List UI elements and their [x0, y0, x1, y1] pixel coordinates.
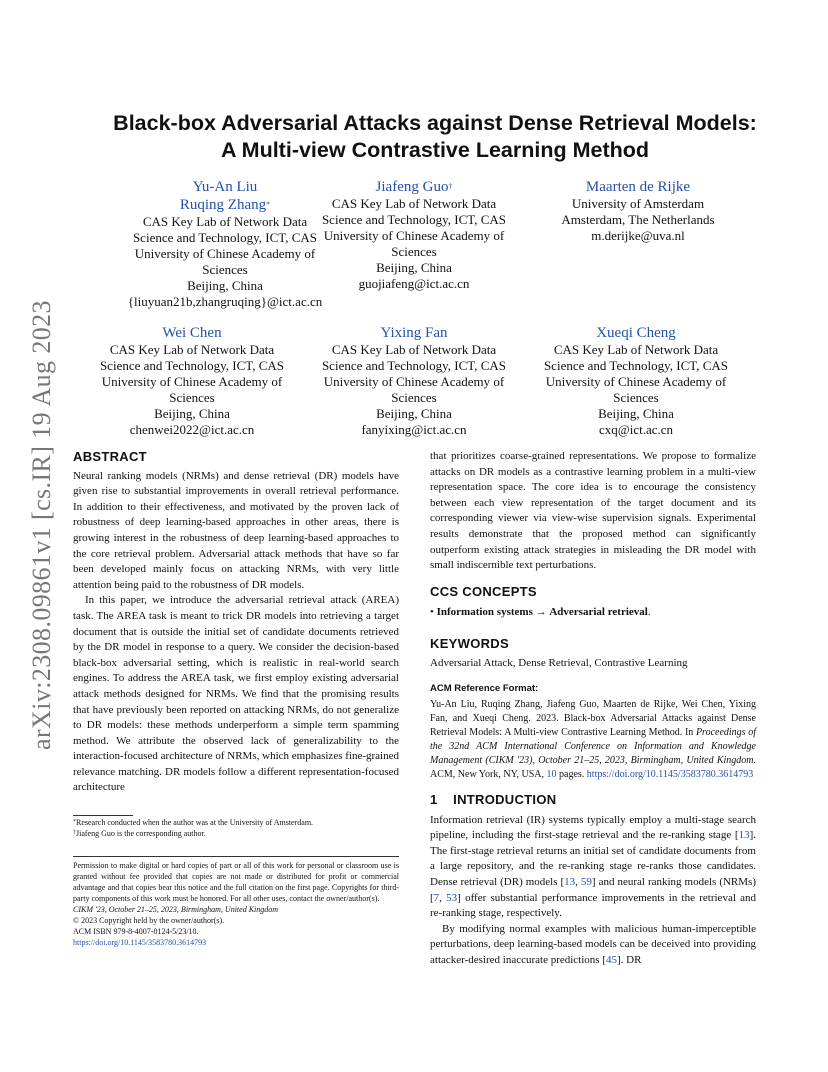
author-block-5: [300, 324, 528, 438]
author-block-3: [528, 178, 748, 244]
acm-doi-link[interactable]: https://doi.org/10.1145/3583780.3614793: [586, 769, 754, 780]
abstract-paragraph-1: Neural ranking models (NRMs) and dense retrieval (DR) models have given rise to substantial improvements in overall retrieval performance. In addition to their effectiveness, and motivated by the proven lack of robustness of deep learning-based approaches in other areas, there is growing interest in the robustness of deep learning-based approaches to the core retrieval problem. Adversarial attack methods that have so far been developed mainly focus on attacking NRMs, with very little attention being paid to the robustness of DR models.: [73, 469, 399, 591]
affiliation-line: University of Chinese Academy of: [323, 228, 505, 243]
affiliation-line: Beijing, China: [598, 406, 674, 421]
author-name: Yixing Fan: [380, 325, 448, 341]
affiliation-line: Science and Technology, ICT, CAS: [321, 212, 507, 227]
author-block-2: [300, 178, 528, 292]
title-line-1: Black-box Adversarial Attacks against Dense Retrieval Models:: [113, 111, 757, 135]
author-name: Ruqing Zhang*: [179, 197, 271, 213]
affiliation-line: CAS Key Lab of Network Data: [331, 196, 497, 211]
footnote-2: †Jiafeng Guo is the corresponding author.: [73, 829, 206, 839]
author-name: Xueqi Cheng: [596, 325, 676, 341]
affiliation-line: University of Chinese Academy of: [545, 374, 727, 389]
isbn: ACM ISBN 979-8-4007-0124-5/23/10.: [73, 927, 199, 936]
affiliation-line: CAS Key Lab of Network Data: [331, 342, 497, 357]
permission-block: [73, 860, 399, 948]
abstract-heading: ABSTRACT: [73, 449, 147, 464]
author-name: Maarten de Rijke: [585, 179, 691, 195]
affiliation-line: Beijing, China: [376, 406, 452, 421]
author-name: Jiafeng Guo†: [375, 179, 453, 195]
doi-link[interactable]: https://doi.org/10.1145/3583780.3614793: [73, 938, 207, 947]
affiliation-line: Sciences: [391, 390, 437, 405]
affiliation-line: CAS Key Lab of Network Data: [553, 342, 719, 357]
affiliation-line: Science and Technology, ICT, CAS: [543, 358, 729, 373]
affiliation-line: University of Chinese Academy of: [101, 374, 283, 389]
ccs-concepts: • Information systems → Adversarial retrieval.: [430, 605, 651, 618]
author-email: cxq@ict.ac.cn: [598, 422, 674, 437]
affiliation-line: Science and Technology, ICT, CAS: [132, 230, 318, 245]
introduction-section: [430, 792, 756, 969]
author-email: fanyixing@ict.ac.cn: [361, 422, 467, 437]
conference-venue: CIKM '23, October 21–25, 2023, Birmingham, United Kingdom: [73, 905, 279, 914]
introduction-paragraph-2: By modifying normal examples with malicious human-imperceptible perturbations, deep learning-based models can be deceived into providing attacker-desired inaccurate predictions [45]. DR: [430, 922, 756, 966]
citation-link[interactable]: 45: [606, 953, 617, 966]
paper-title: [70, 110, 800, 164]
affiliation-line: Sciences: [391, 244, 437, 259]
affiliation-line: University of Chinese Academy of: [134, 246, 316, 261]
keywords-section: [430, 636, 756, 671]
abstract-paragraph-3: that prioritizes coarse-grained representations. We propose to formalize attacks on DR models as a contrastive learning problem in a multi-view representation space. The core idea is to encourage the consistency between each view representation of the target document and its corresponding viewer via view-wise supervision signals. Experimental results demonstrate that the proposed method can significantly outperform existing attack strategies in misleading the DR model with small indiscernible text perturbations.: [430, 450, 756, 572]
affiliation-line: University of Amsterdam: [571, 196, 705, 211]
author-block-4: [80, 324, 304, 438]
citation-link[interactable]: 13: [738, 829, 750, 842]
author-email: {liuyuan21b,zhangruqing}@ict.ac.cn: [127, 294, 323, 309]
footnotes: [73, 817, 399, 839]
copyright-notice: © 2023 Copyright held by the owner/author(s).: [73, 916, 225, 925]
keywords-list: Adversarial Attack, Dense Retrieval, Contrastive Learning: [430, 656, 688, 669]
keywords-heading: KEYWORDS: [430, 636, 509, 651]
affiliation-line: Science and Technology, ICT, CAS: [99, 358, 285, 373]
affiliation-line: Amsterdam, The Netherlands: [561, 212, 715, 227]
introduction-heading: 1 INTRODUCTION: [430, 792, 557, 807]
affiliation-line: Science and Technology, ICT, CAS: [321, 358, 507, 373]
acm-reference: [430, 682, 756, 782]
author-email: guojiafeng@ict.ac.cn: [358, 276, 470, 291]
author-name: Wei Chen: [162, 325, 222, 341]
introduction-paragraph-1: Information retrieval (IR) systems typically employ a multi-stage search pipeline, including the first-stage retrieval and the re-ranking stage [13]. The first-stage retrieval returns an initial set of candidate documents from a large repository, and the re-ranking stage re-ranks those candidates. Dense retrieval (DR) models [13, 59] and neural ranking models (NRMs) [7, 53] offer substantial performance improvements in the retrieval and re-ranking stage, respectively.: [430, 813, 757, 920]
permission-text: Permission to make digital or hard copies of part or all of this work for personal or classroom use is granted without fee provided that copies are not made or distributed for profit or commercial advantage and that copies bear this notice and the full citation on the first page. Copyrights for third-party components of this work must be honored. For all other uses, contact the owner/author(s).: [73, 861, 399, 903]
affiliation-line: Sciences: [169, 390, 215, 405]
acm-reference-heading: ACM Reference Format:: [430, 683, 539, 694]
ccs-heading: CCS CONCEPTS: [430, 584, 537, 599]
affiliation-line: Beijing, China: [187, 278, 263, 293]
ccs-section: [430, 584, 756, 620]
title-line-2: A Multi-view Contrastive Learning Method: [220, 138, 650, 162]
footnote-rule: [73, 815, 133, 816]
affiliation-line: University of Chinese Academy of: [323, 374, 505, 389]
author-email: chenwei2022@ict.ac.cn: [129, 422, 255, 437]
permission-rule: [73, 856, 399, 857]
arxiv-identifier-text: arXiv:2308.09861v1 [cs.IR] 19 Aug 2023: [27, 300, 56, 750]
affiliation-line: CAS Key Lab of Network Data: [142, 214, 308, 229]
abstract-paragraph-2: In this paper, we introduce the adversarial retrieval attack (AREA) task. The AREA task is meant to trick DR models into retrieving a target document that is outside the initial set of candidate documents retrieved by the DR model in response to a query. We consider the decision-based black-box adversarial setting, which is realistic in real-world search engines. To address the AREA task, we first employ existing adversarial attack methods designed for NRMs. We find that the promising results that have previously been reported on attacking NRMs, do not generalize to DR models: these methods underperform a simple term spamming method. We attribute the observed lack of generalizability to the interaction-focused architecture of NRMs, which emphasizes fine-grained relevance matching. DR models follow a different representation-focused architecture: [73, 594, 399, 794]
author-email: m.derijke@uva.nl: [591, 228, 685, 243]
affiliation-line: Beijing, China: [154, 406, 230, 421]
author-block-6: [524, 324, 748, 438]
abstract-section: [73, 449, 399, 796]
citation-link[interactable]: 7: [433, 891, 440, 904]
citation-link[interactable]: 59: [580, 875, 592, 888]
affiliation-line: Sciences: [613, 390, 659, 405]
citation-link[interactable]: 13: [564, 875, 576, 888]
acm-reference-text: Yu-An Liu, Ruqing Zhang, Jiafeng Guo, Maarten de Rijke, Wei Chen, Yixing Fan, and Xueqi Cheng. 2023. Black-box Adversarial Attacks against Dense Retrieval Models: A Multi-view Contrastive Learning Method. In Proceedings of the 32nd ACM International Conference on Information and Knowledge Management (CIKM '23), October 21–25, 2023, Birmingham, United Kingdom. ACM, New York, NY, USA, 10 pages. https://doi.org/10.1145/3583780.3614793: [430, 699, 756, 780]
abstract-continued: [430, 449, 756, 574]
affiliation-line: Beijing, China: [376, 260, 452, 275]
affiliation-line: Sciences: [202, 262, 248, 277]
footnote-1: *Research conducted when the author was at the University of Amsterdam.: [73, 818, 314, 827]
author-name: Yu-An Liu: [192, 179, 258, 195]
affiliation-line: CAS Key Lab of Network Data: [109, 342, 275, 357]
citation-link[interactable]: 53: [446, 891, 458, 904]
arxiv-identifier: [22, 290, 62, 760]
